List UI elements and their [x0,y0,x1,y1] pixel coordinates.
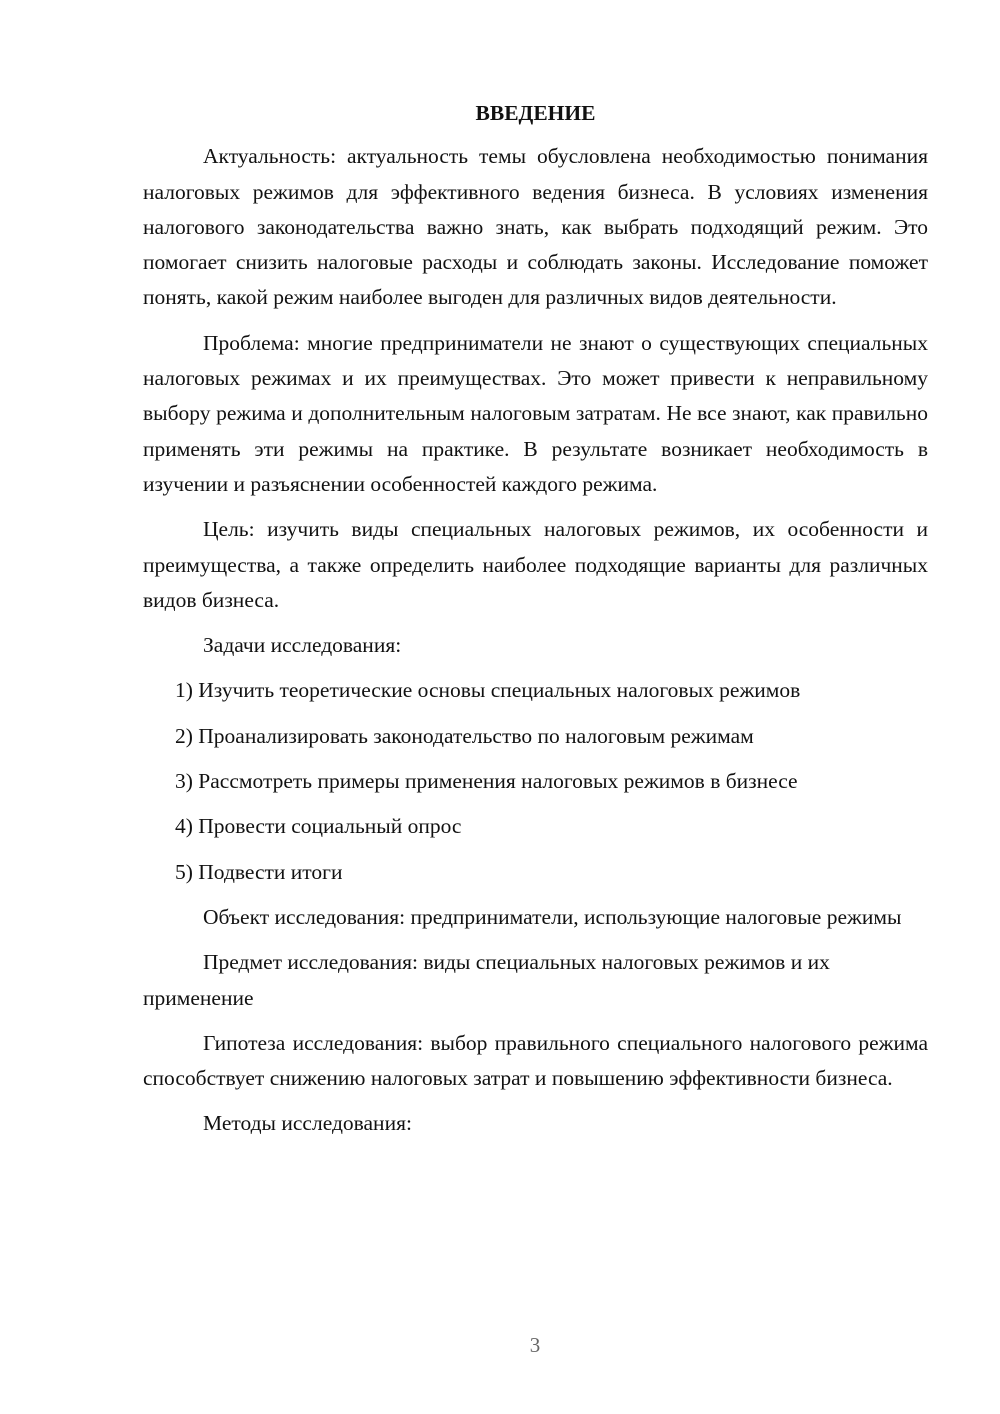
page-title: ВВЕДЕНИЕ [475,101,596,125]
task-item-3: 3) Рассмотреть примеры применения налоговых режимов в бизнесе [175,769,798,794]
tasks-heading: Задачи исследования: [203,633,402,658]
page-content [143,96,928,1152]
problem-paragraph: Проблема: многие предприниматели не знают о существующих специальных налоговых режимах и их преимуществах. Это может привести к неправильному выбору режима и дополнительным налоговым затратам. Не все знают, как правильно применять эти режимы на практике. В результате возникает необходимость в изучении и разъяснении особенностей каждого режима. [143,330,928,496]
task-item-4: 4) Провести социальный опрос [175,814,462,839]
task-item-2: 2) Проанализировать законодательство по налоговым режимам [175,723,754,748]
relevance-paragraph: Актуальность: актуальность темы обусловлена необходимостью понимания налоговых режимов для эффективного ведения бизнеса. В условиях изменения налогового законодательства важно знать, как выбрать подходящий режим. Это помогает снизить налоговые расходы и соблюдать законы. Исследование поможет понять, какой режим наиболее выгоден для различных видов деятельности. [143,144,928,310]
goal-paragraph: Цель: изучить виды специальных налоговых режимов, их особенности и преимущества, а также определить наиболее подходящие варианты для различных видов бизнеса. [143,517,928,612]
object-paragraph: Объект исследования: предприниматели, использующие налоговые режимы [203,904,902,929]
task-list [143,673,928,889]
methods-heading: Методы исследования: [203,1111,412,1136]
task-item-1: 1) Изучить теоретические основы специальных налоговых режимов [175,678,801,703]
subject-paragraph: Предмет исследования: виды специальных налоговых режимов и их применение [143,950,830,1010]
task-item-5: 5) Подвести итоги [175,859,343,884]
page-number: 3 [529,1333,541,1357]
hypothesis-paragraph: Гипотеза исследования: выбор правильного специального налогового режима способствует снижению налоговых затрат и повышению эффективности бизнеса. [143,1030,928,1091]
